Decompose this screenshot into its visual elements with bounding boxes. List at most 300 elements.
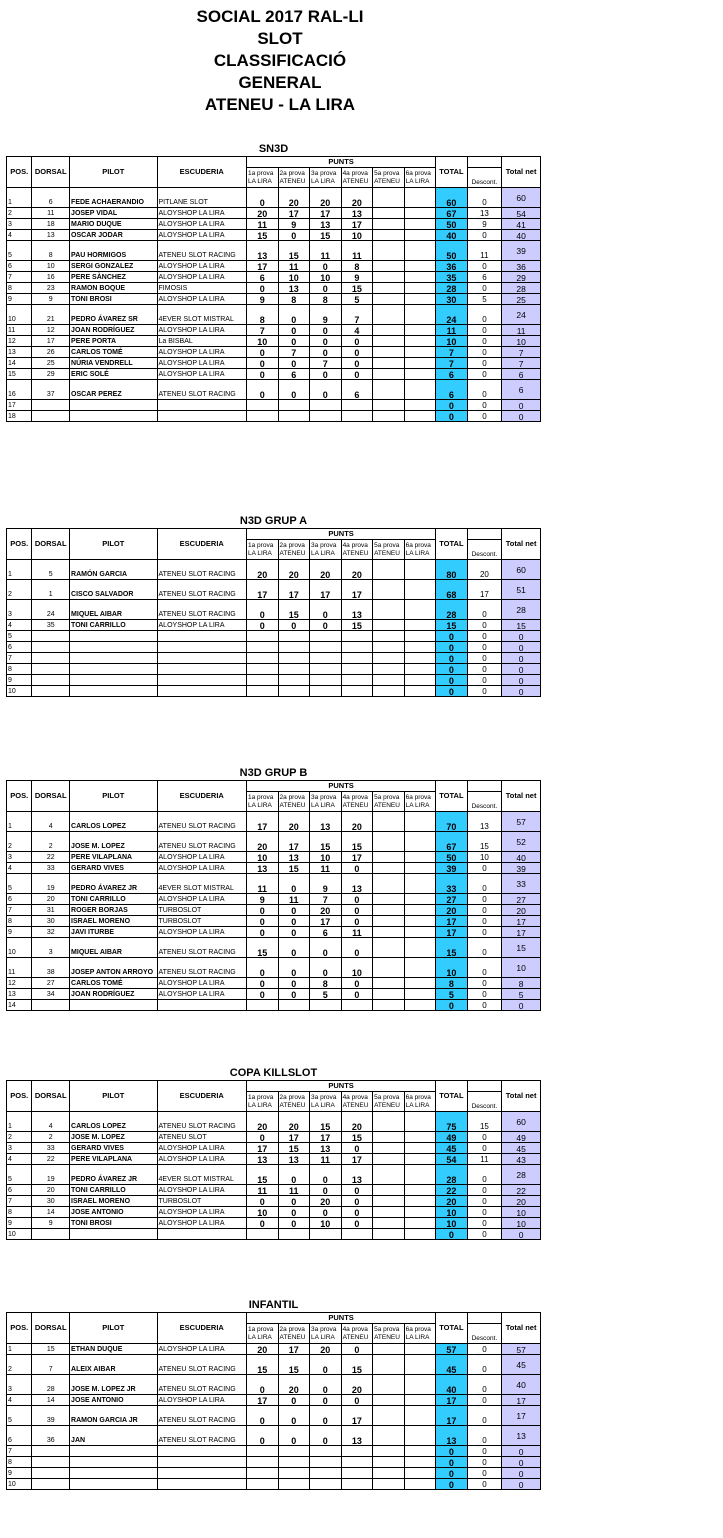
escuderia-cell: PITLANE SLOT xyxy=(157,188,247,208)
points-cell: 0 xyxy=(247,1426,279,1446)
escuderia-cell: ALOYSHOP LA LIRA xyxy=(157,272,247,283)
table-row xyxy=(7,1143,541,1154)
points-cell: 0 xyxy=(341,1185,373,1196)
points-cell xyxy=(404,1344,436,1355)
points-cell xyxy=(404,653,436,664)
escuderia-cell xyxy=(157,653,247,664)
pilot-cell: JOSEP ANTON ARROYO xyxy=(70,958,157,978)
points-cell: 0 xyxy=(247,1406,279,1426)
table-row xyxy=(7,1218,541,1229)
points-cell: 17 xyxy=(278,208,310,219)
points-cell: 15 xyxy=(310,832,342,852)
descont-cell: 0 xyxy=(467,1426,502,1446)
descont-cell: 10 xyxy=(467,852,502,863)
points-cell: 15 xyxy=(247,1165,279,1185)
descont-cell: 0 xyxy=(467,686,502,697)
pilot-cell xyxy=(70,1468,157,1479)
total-net-cell: 5 xyxy=(502,989,541,1000)
table-row xyxy=(7,664,541,675)
points-cell: 20 xyxy=(278,1375,310,1395)
escuderia-cell: 4EVER SLOT MISTRAL xyxy=(157,1165,247,1185)
header-pos: POS. xyxy=(7,529,32,560)
pilot-cell xyxy=(70,653,157,664)
total-cell: 50 xyxy=(436,241,468,261)
pos-cell: 16 xyxy=(7,380,32,400)
descont-cell: 0 xyxy=(467,1229,502,1240)
pos-cell: 9 xyxy=(7,1218,32,1229)
descont-cell: 0 xyxy=(467,938,502,958)
pos-cell: 14 xyxy=(7,358,32,369)
points-cell xyxy=(404,600,436,620)
header-prova-4 xyxy=(341,168,373,188)
points-cell: 15 xyxy=(247,1355,279,1375)
points-cell xyxy=(373,1395,405,1406)
header-punts: PUNTS xyxy=(247,781,436,792)
points-cell xyxy=(373,1154,405,1165)
dorsal-cell: 20 xyxy=(32,894,70,905)
points-cell xyxy=(373,631,405,642)
points-cell xyxy=(373,905,405,916)
escuderia-cell: ALOYSHOP LA LIRA xyxy=(157,208,247,219)
table-row xyxy=(7,642,541,653)
points-cell xyxy=(310,664,342,675)
points-cell: 13 xyxy=(341,1426,373,1446)
prova-venue: ATENEU xyxy=(374,177,400,185)
header-prova-2 xyxy=(278,1092,310,1112)
descont-cell: 0 xyxy=(467,958,502,978)
points-cell: 0 xyxy=(247,380,279,400)
total-net-cell: 52 xyxy=(502,832,541,852)
points-cell xyxy=(404,294,436,305)
header-escuderia: ESCUDERIA xyxy=(157,781,247,812)
total-cell: 45 xyxy=(436,1143,468,1154)
descont-cell: 0 xyxy=(467,1185,502,1196)
escuderia-cell: ALOYSHOP LA LIRA xyxy=(157,230,247,241)
total-cell: 28 xyxy=(436,283,468,294)
pos-cell: 11 xyxy=(7,958,32,978)
descont-cell: 0 xyxy=(467,305,502,325)
points-cell: 0 xyxy=(278,1395,310,1406)
points-cell xyxy=(310,675,342,686)
total-cell: 28 xyxy=(436,1165,468,1185)
dorsal-cell: 14 xyxy=(32,1207,70,1218)
pilot-cell: PERE VILAPLANA xyxy=(70,1154,157,1165)
points-cell: 13 xyxy=(341,874,373,894)
total-cell: 10 xyxy=(436,958,468,978)
total-cell: 22 xyxy=(436,1185,468,1196)
pilot-cell: JOAN RODRÍGUEZ xyxy=(70,325,157,336)
total-net-cell: 39 xyxy=(502,863,541,874)
total-cell: 67 xyxy=(436,208,468,219)
escuderia-cell xyxy=(157,1457,247,1468)
points-cell xyxy=(341,1446,373,1457)
escuderia-cell: TURBOSLOT xyxy=(157,905,247,916)
dorsal-cell: 5 xyxy=(32,560,70,580)
pilot-cell: ALEIX AIBAR xyxy=(70,1355,157,1375)
dorsal-cell: 18 xyxy=(32,219,70,230)
points-cell xyxy=(310,1446,342,1457)
points-cell: 20 xyxy=(247,560,279,580)
points-cell: 17 xyxy=(310,208,342,219)
pilot-cell xyxy=(70,664,157,675)
points-cell xyxy=(341,1479,373,1490)
header-total-net: Total net xyxy=(502,529,541,560)
pos-cell: 2 xyxy=(7,832,32,852)
points-cell: 0 xyxy=(247,978,279,989)
header-descont: Descont. xyxy=(467,1092,502,1112)
points-cell: 0 xyxy=(341,1196,373,1207)
points-cell: 0 xyxy=(341,1218,373,1229)
points-cell xyxy=(404,1406,436,1426)
points-cell xyxy=(278,653,310,664)
header-descont: Descont. xyxy=(467,792,502,812)
table-row xyxy=(7,1229,541,1240)
points-cell xyxy=(341,1468,373,1479)
points-cell xyxy=(373,675,405,686)
points-cell: 9 xyxy=(278,219,310,230)
table-row xyxy=(7,686,541,697)
points-cell xyxy=(404,978,436,989)
dorsal-cell: 25 xyxy=(32,358,70,369)
prova-venue: ATENEU xyxy=(342,801,369,809)
escuderia-cell: ATENEU SLOT RACING xyxy=(157,812,247,832)
points-cell: 13 xyxy=(278,1154,310,1165)
title-line: GENERAL xyxy=(238,73,322,92)
prova-venue: LA LIRA xyxy=(405,177,430,185)
descont-cell: 0 xyxy=(467,1143,502,1154)
points-cell: 10 xyxy=(247,336,279,347)
total-net-cell: 60 xyxy=(502,560,541,580)
descont-cell: 13 xyxy=(467,812,502,832)
descont-cell: 0 xyxy=(467,1207,502,1218)
header-prova-1 xyxy=(247,1092,279,1112)
points-cell: 20 xyxy=(310,1344,342,1355)
points-cell xyxy=(310,642,342,653)
pos-cell: 4 xyxy=(7,1395,32,1406)
dorsal-cell xyxy=(32,1468,70,1479)
escuderia-cell: ATENEU SLOT RACING xyxy=(157,1112,247,1132)
pilot-cell: JOSE ANTONIO xyxy=(70,1395,157,1406)
points-cell: 20 xyxy=(278,560,310,580)
points-cell: 0 xyxy=(247,1132,279,1143)
header-pilot: PILOT xyxy=(70,1313,157,1344)
points-cell xyxy=(404,894,436,905)
dorsal-cell xyxy=(32,631,70,642)
total-net-cell: 39 xyxy=(502,241,541,261)
points-cell xyxy=(341,1229,373,1240)
total-net-cell: 10 xyxy=(502,1207,541,1218)
header-pilot: PILOT xyxy=(70,1081,157,1112)
points-cell xyxy=(373,874,405,894)
points-cell xyxy=(404,241,436,261)
total-net-cell: 43 xyxy=(502,1154,541,1165)
total-cell: 0 xyxy=(436,686,468,697)
pilot-cell: TONI CARRILLO xyxy=(70,894,157,905)
table-row xyxy=(7,208,541,219)
total-net-cell: 45 xyxy=(502,1355,541,1375)
points-cell: 9 xyxy=(341,272,373,283)
table-row xyxy=(7,852,541,863)
points-cell: 15 xyxy=(341,283,373,294)
points-cell: 15 xyxy=(310,230,342,241)
points-cell xyxy=(404,560,436,580)
total-net-cell: 57 xyxy=(502,812,541,832)
header-row xyxy=(7,1081,541,1092)
points-cell: 0 xyxy=(310,938,342,958)
total-net-cell: 0 xyxy=(502,642,541,653)
points-cell xyxy=(278,1479,310,1490)
table-row xyxy=(7,241,541,261)
pilot-cell: JOSE ANTONIO xyxy=(70,1207,157,1218)
total-net-cell: 28 xyxy=(502,1165,541,1185)
escuderia-cell: FIMOSIS xyxy=(157,283,247,294)
prova-number: 3a prova xyxy=(311,541,337,549)
points-cell: 10 xyxy=(341,230,373,241)
points-cell: 0 xyxy=(278,1165,310,1185)
points-cell: 0 xyxy=(247,620,279,631)
dorsal-cell: 36 xyxy=(32,1426,70,1446)
table-row xyxy=(7,369,541,380)
header-total-net: Total net xyxy=(502,1081,541,1112)
table-row xyxy=(7,325,541,336)
header-escuderia: ESCUDERIA xyxy=(157,1081,247,1112)
escuderia-cell: ALOYSHOP LA LIRA xyxy=(157,863,247,874)
points-cell: 0 xyxy=(247,905,279,916)
header-prova-2 xyxy=(278,792,310,812)
points-cell xyxy=(404,261,436,272)
points-cell: 0 xyxy=(341,1344,373,1355)
points-cell: 17 xyxy=(247,261,279,272)
pilot-cell: CARLOS TOMÉ xyxy=(70,347,157,358)
dorsal-cell: 14 xyxy=(32,1395,70,1406)
pilot-cell: PEDRO ÁVAREZ JR xyxy=(70,874,157,894)
table-row xyxy=(7,1000,541,1011)
pos-cell: 6 xyxy=(7,1426,32,1446)
total-cell: 39 xyxy=(436,863,468,874)
total-cell: 35 xyxy=(436,272,468,283)
points-cell xyxy=(247,631,279,642)
total-net-cell: 0 xyxy=(502,400,541,411)
escuderia-cell: ALOYSHOP LA LIRA xyxy=(157,325,247,336)
points-cell xyxy=(404,580,436,600)
pilot-cell: MIQUEL AIBAR xyxy=(70,600,157,620)
points-cell: 0 xyxy=(278,1426,310,1446)
points-cell xyxy=(373,1207,405,1218)
descont-cell: 0 xyxy=(467,664,502,675)
table-row xyxy=(7,1355,541,1375)
points-cell: 0 xyxy=(341,863,373,874)
points-cell: 15 xyxy=(278,241,310,261)
points-cell xyxy=(404,1143,436,1154)
prova-venue: LA LIRA xyxy=(311,1333,335,1341)
descont-cell: 0 xyxy=(467,1406,502,1426)
points-cell: 0 xyxy=(341,1207,373,1218)
points-cell xyxy=(373,1468,405,1479)
total-net-cell: 60 xyxy=(502,188,541,208)
dorsal-cell: 2 xyxy=(32,1132,70,1143)
escuderia-cell xyxy=(157,686,247,697)
prova-venue: LA LIRA xyxy=(405,1101,430,1109)
points-cell: 0 xyxy=(247,1218,279,1229)
prova-number: 2a prova xyxy=(279,1093,305,1101)
prova-number: 6a prova xyxy=(405,1325,431,1333)
dorsal-cell: 35 xyxy=(32,620,70,631)
points-cell xyxy=(373,653,405,664)
points-cell: 17 xyxy=(310,1132,342,1143)
pilot-cell: PAU HORMIGOS xyxy=(70,241,157,261)
points-cell: 0 xyxy=(278,305,310,325)
points-cell: 0 xyxy=(341,347,373,358)
total-cell: 17 xyxy=(436,1395,468,1406)
points-cell xyxy=(341,675,373,686)
points-cell xyxy=(373,325,405,336)
points-cell xyxy=(404,1468,436,1479)
total-net-cell: 0 xyxy=(502,1479,541,1490)
points-cell xyxy=(373,369,405,380)
descont-cell: 0 xyxy=(467,600,502,620)
total-cell: 15 xyxy=(436,620,468,631)
points-cell: 17 xyxy=(278,832,310,852)
points-cell xyxy=(404,832,436,852)
pos-cell: 11 xyxy=(7,325,32,336)
points-cell: 0 xyxy=(310,380,342,400)
total-net-cell: 10 xyxy=(502,1218,541,1229)
prova-venue: ATENEU xyxy=(374,1101,400,1109)
escuderia-cell: ALOYSHOP LA LIRA xyxy=(157,989,247,1000)
points-cell: 0 xyxy=(341,978,373,989)
total-cell: 36 xyxy=(436,261,468,272)
points-cell: 8 xyxy=(310,294,342,305)
table-row xyxy=(7,916,541,927)
descont-cell: 0 xyxy=(467,863,502,874)
points-cell xyxy=(278,675,310,686)
dorsal-cell: 32 xyxy=(32,927,70,938)
table-row xyxy=(7,863,541,874)
points-cell xyxy=(373,978,405,989)
escuderia-cell xyxy=(157,1479,247,1490)
points-cell: 0 xyxy=(310,369,342,380)
dorsal-cell: 21 xyxy=(32,305,70,325)
header-prova-6 xyxy=(404,540,436,560)
points-cell: 11 xyxy=(278,261,310,272)
points-cell xyxy=(341,631,373,642)
dorsal-cell: 20 xyxy=(32,1185,70,1196)
descont-cell: 15 xyxy=(467,832,502,852)
points-cell: 0 xyxy=(278,1207,310,1218)
pilot-cell: GERARD VIVES xyxy=(70,863,157,874)
dorsal-cell xyxy=(32,1446,70,1457)
title-line: CLASSIFICACIÓ xyxy=(213,51,347,70)
section-1 xyxy=(6,514,541,697)
descont-cell: 0 xyxy=(467,230,502,241)
points-cell xyxy=(341,664,373,675)
table-row xyxy=(7,219,541,230)
pos-cell: 5 xyxy=(7,631,32,642)
points-cell xyxy=(404,1207,436,1218)
dorsal-cell xyxy=(32,400,70,411)
escuderia-cell: ALOYSHOP LA LIRA xyxy=(157,369,247,380)
points-cell xyxy=(404,1218,436,1229)
total-cell: 0 xyxy=(436,1457,468,1468)
points-cell xyxy=(373,560,405,580)
points-cell xyxy=(373,283,405,294)
pos-cell: 3 xyxy=(7,600,32,620)
descont-cell: 17 xyxy=(467,580,502,600)
points-cell: 4 xyxy=(341,325,373,336)
pilot-cell: PEDRO ÁVAREZ JR xyxy=(70,1165,157,1185)
escuderia-cell: ATENEU SLOT RACING xyxy=(157,580,247,600)
points-cell: 0 xyxy=(278,1196,310,1207)
total-net-cell: 49 xyxy=(502,1132,541,1143)
header-prova-3 xyxy=(310,540,342,560)
dorsal-cell: 8 xyxy=(32,241,70,261)
descont-cell: 0 xyxy=(467,188,502,208)
pos-cell: 9 xyxy=(7,675,32,686)
total-net-cell: 0 xyxy=(502,1229,541,1240)
pos-cell: 18 xyxy=(7,411,32,422)
pilot-cell: FEDE ACHAERANDIO xyxy=(70,188,157,208)
points-cell xyxy=(373,380,405,400)
pos-cell: 10 xyxy=(7,1229,32,1240)
dorsal-cell xyxy=(32,653,70,664)
points-cell xyxy=(373,938,405,958)
dorsal-cell: 28 xyxy=(32,1375,70,1395)
dorsal-cell xyxy=(32,686,70,697)
points-cell xyxy=(404,927,436,938)
points-cell: 0 xyxy=(278,620,310,631)
table-row xyxy=(7,653,541,664)
points-cell: 0 xyxy=(247,369,279,380)
escuderia-cell: ALOYSHOP LA LIRA xyxy=(157,1218,247,1229)
total-cell: 6 xyxy=(436,369,468,380)
total-net-cell: 0 xyxy=(502,675,541,686)
header-escuderia: ESCUDERIA xyxy=(157,1313,247,1344)
header-total: TOTAL xyxy=(436,157,468,188)
total-cell: 0 xyxy=(436,411,468,422)
header-total-net: Total net xyxy=(502,1313,541,1344)
pos-cell: 12 xyxy=(7,336,32,347)
escuderia-cell xyxy=(157,1229,247,1240)
points-cell: 11 xyxy=(247,219,279,230)
total-net-cell: 6 xyxy=(502,369,541,380)
dorsal-cell: 17 xyxy=(32,336,70,347)
total-net-cell: 60 xyxy=(502,1112,541,1132)
points-cell: 0 xyxy=(247,358,279,369)
dorsal-cell: 30 xyxy=(32,916,70,927)
escuderia-cell: ALOYSHOP LA LIRA xyxy=(157,978,247,989)
descont-cell: 0 xyxy=(467,978,502,989)
points-cell xyxy=(373,916,405,927)
points-cell xyxy=(373,336,405,347)
points-cell xyxy=(373,305,405,325)
points-cell xyxy=(373,1426,405,1446)
header-prova-5 xyxy=(373,540,405,560)
points-cell xyxy=(373,580,405,600)
points-cell: 7 xyxy=(341,305,373,325)
table-row xyxy=(7,1185,541,1196)
prova-number: 4a prova xyxy=(342,541,368,549)
prova-venue: LA LIRA xyxy=(248,177,272,185)
pos-cell: 4 xyxy=(7,1154,32,1165)
prova-number: 5a prova xyxy=(374,541,400,549)
dorsal-cell: 15 xyxy=(32,1344,70,1355)
points-cell: 10 xyxy=(310,272,342,283)
pilot-cell: PERE SÀNCHEZ xyxy=(70,272,157,283)
descont-cell: 5 xyxy=(467,294,502,305)
pos-cell: 2 xyxy=(7,1132,32,1143)
total-cell: 7 xyxy=(436,347,468,358)
prova-number: 4a prova xyxy=(342,169,368,177)
